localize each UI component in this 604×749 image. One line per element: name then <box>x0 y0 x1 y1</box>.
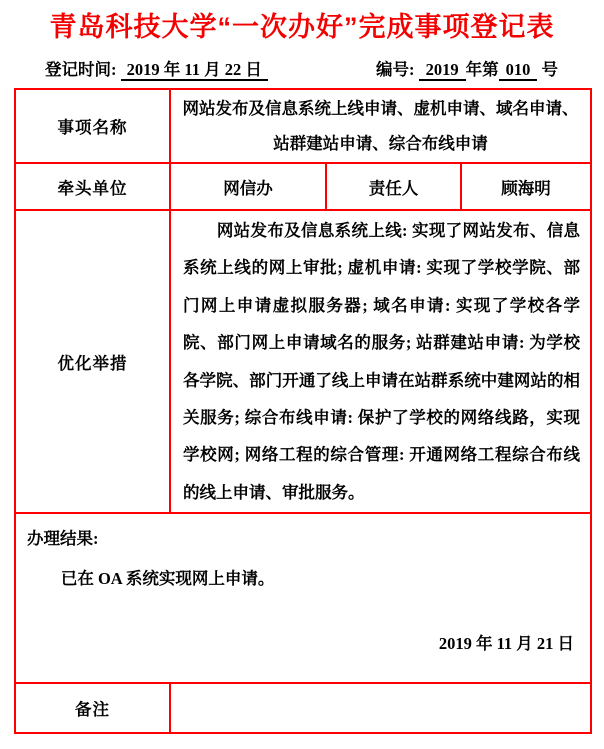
row-lead-unit <box>15 163 591 210</box>
item-name-line1: 网站发布及信息系统上线申请、虚机申请、域名申请、 <box>182 99 579 118</box>
document-number-mid: 年第 <box>465 60 499 79</box>
registration-time <box>45 56 268 80</box>
document-number-year: 2019 <box>419 60 466 81</box>
remarks-value <box>170 683 591 733</box>
result-date: 2019 年 11 月 21 日 <box>438 634 575 653</box>
measures-text: 网站发布及信息系统上线: 实现了网站发布、信息系统上线的网上审批; 虚机申请: 实现了学校学院、部门网上申请虚拟服务器; 域名申请: 实现了学校各学院、部门网上申请域名的服务; 站群建站申请: 为学校各学院、部门开通了线上申请在站群系统中建网站的相关服务; 综合布线申请: 保护了学校的网络线路，实现学校网; 网络工程的综合管理: 开通网络工程综合布线的线上申请、审批服务。 <box>183 220 581 502</box>
item-name-value <box>170 89 591 163</box>
measures-label: 优化举措 <box>15 210 170 513</box>
result-value <box>15 513 591 683</box>
remarks-label: 备注 <box>15 683 170 733</box>
item-name-line2: 站群建站申请、综合布线申请 <box>273 134 488 153</box>
result-text: 已在 OA 系统实现网上申请。 <box>60 569 275 588</box>
registration-table <box>14 88 592 734</box>
item-name-label: 事项名称 <box>15 89 170 163</box>
page-title: 青岛科技大学“一次办好”完成事项登记表 <box>49 12 555 42</box>
lead-unit-value: 网信办 <box>170 163 326 210</box>
row-result <box>15 513 591 683</box>
meta-row <box>45 56 558 80</box>
row-measures <box>15 210 591 513</box>
responsible-label: 责任人 <box>326 163 461 210</box>
row-remarks <box>15 683 591 733</box>
registration-time-label: 登记时间: <box>45 60 117 79</box>
row-item-name <box>15 89 591 163</box>
responsible-value: 顾海明 <box>461 163 591 210</box>
result-label: 办理结果: <box>27 529 99 548</box>
document-number-label: 编号: <box>376 60 415 79</box>
document-number-no: 010 <box>499 60 538 81</box>
registration-time-value: 2019 年 11 月 22 日 <box>121 60 268 81</box>
lead-unit-label: 牵头单位 <box>15 163 170 210</box>
document-number-suffix: 号 <box>541 60 558 79</box>
measures-value <box>170 210 591 513</box>
document-number <box>376 56 558 80</box>
